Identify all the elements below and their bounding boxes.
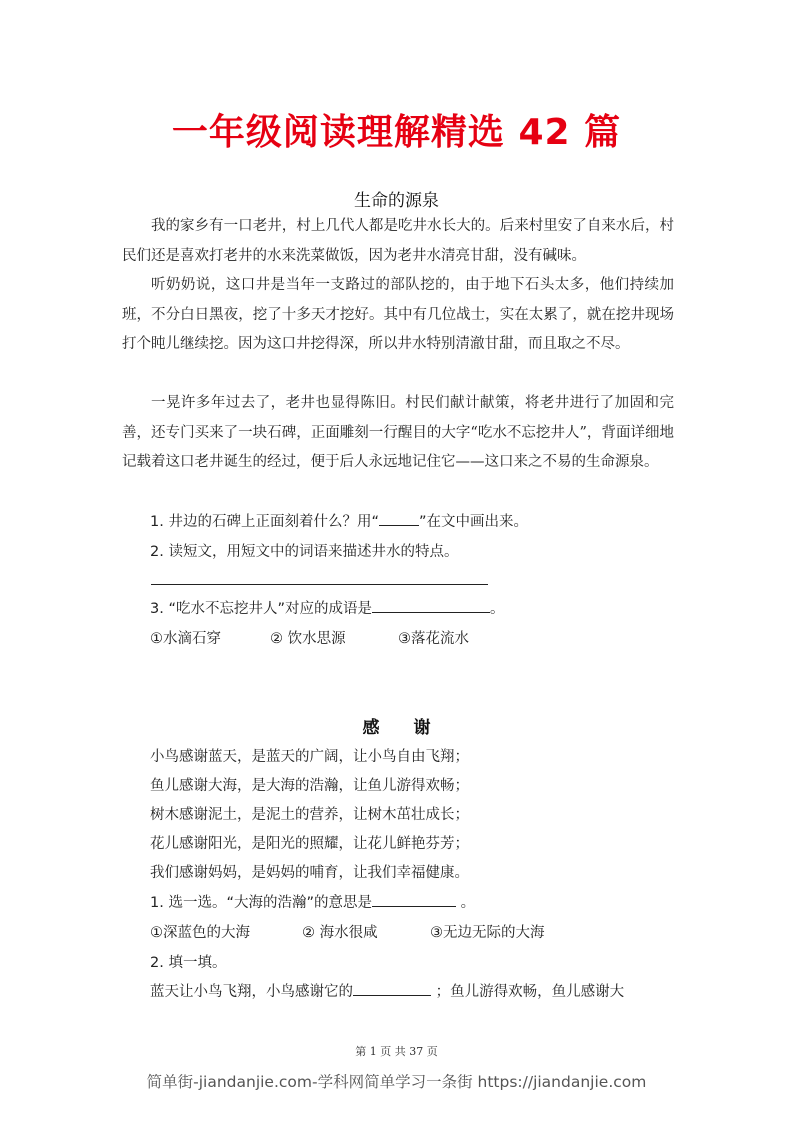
poem-line-2: 鱼儿感谢大海，是大海的浩瀚，让鱼儿游得欢畅； [150,778,469,794]
question-text: 3. “吃水不忘挖井人”对应的成语是 [150,601,372,617]
passage1-question-1 [150,510,528,531]
option-3: ③无边无际的大海 [430,925,545,941]
passage1-paragraph-2: 听奶奶说，这口井是当年一支路过的部队挖的，由于地下石头太多，他们持续加班，不分白日黑夜，挖了十多天才挖好。其中有几位战士，实在太累了，就在挖井现场打个盹儿继续挖。因为这口井挖得深，所以井水特别清澈甘甜，而且取之不尽。 [122,277,674,352]
blank [372,598,490,613]
passage1-paragraph-3: 一晃许多年过去了，老井也显得陈旧。村民们献计献策，将老井进行了加固和完善，还专门买来了一块石碑，正面雕刻一行醒目的大字“吃水不忘挖井人”，背面详细地记载着这口老井诞生的经过，便于后人永远地记住它——这口来之不易的生命源泉。 [122,395,674,470]
passage1-question-2: 2. 读短文，用短文中的词语来描述井水的特点。 [150,544,459,560]
poem-line-3: 树木感谢泥土，是泥土的营养，让树木茁壮成长； [150,807,469,823]
option-2: ② 海水很咸 [302,925,378,941]
poem-line-5: 我们感谢妈妈，是妈妈的哺育，让我们幸福健康。 [150,865,469,881]
poem-line-4: 花儿感谢阳光，是阳光的照耀，让花儿鲜艳芬芳； [150,836,469,852]
watermark-text: 简单街-jiandanjie.com-学科网简单学习一条街 https://jiandanjie.com [146,1073,647,1091]
blank [372,892,456,907]
question-text: 。 [489,601,505,617]
question-text: 1. 井边的石碑上正面刻着什么？用“ [150,514,379,530]
option-1: ①水滴石穿 [150,631,221,647]
passage2-question-1 [150,891,475,912]
question-text: 1. 选一选。“大海的浩瀚”的意思是 [150,895,372,911]
blank [353,981,431,996]
passage2-options [150,921,545,942]
passage2-question-2: 2. 填一填。 [150,955,227,971]
document-title: 一年级阅读理解精选 42 篇 [171,112,622,153]
passage1-options [150,627,469,648]
poem-line-1: 小鸟感谢蓝天，是蓝天的广阔，让小鸟自由飞翔； [150,749,469,765]
question-text: ；鱼儿游得欢畅，鱼儿感谢大 [431,984,625,1000]
passage1-paragraph-1: 我的家乡有一口老井，村上几代人都是吃井水长大的。后来村里安了自来水后，村民们还是喜欢打老井的水来洗菜做饭，因为老井水清亮甘甜，没有碱味。 [122,218,674,264]
answer-line [151,584,488,585]
blank [379,511,419,526]
passage-title-thanks: 感 谢 [362,718,431,738]
question-text: 。 [455,895,476,911]
option-2: ② 饮水思源 [270,631,346,647]
passage-title-life-source: 生命的源泉 [354,191,439,211]
question-text: 蓝天让小鸟飞翔，小鸟感谢它的 [150,984,353,1000]
passage1-question-3 [150,597,504,618]
option-1: ①深蓝色的大海 [150,925,250,941]
question-text: ”在文中画出来。 [418,514,528,530]
page-number: 第 1 页 共 37 页 [355,1045,438,1058]
option-3: ③落花流水 [398,631,469,647]
passage2-question-2-fill [150,980,624,1001]
